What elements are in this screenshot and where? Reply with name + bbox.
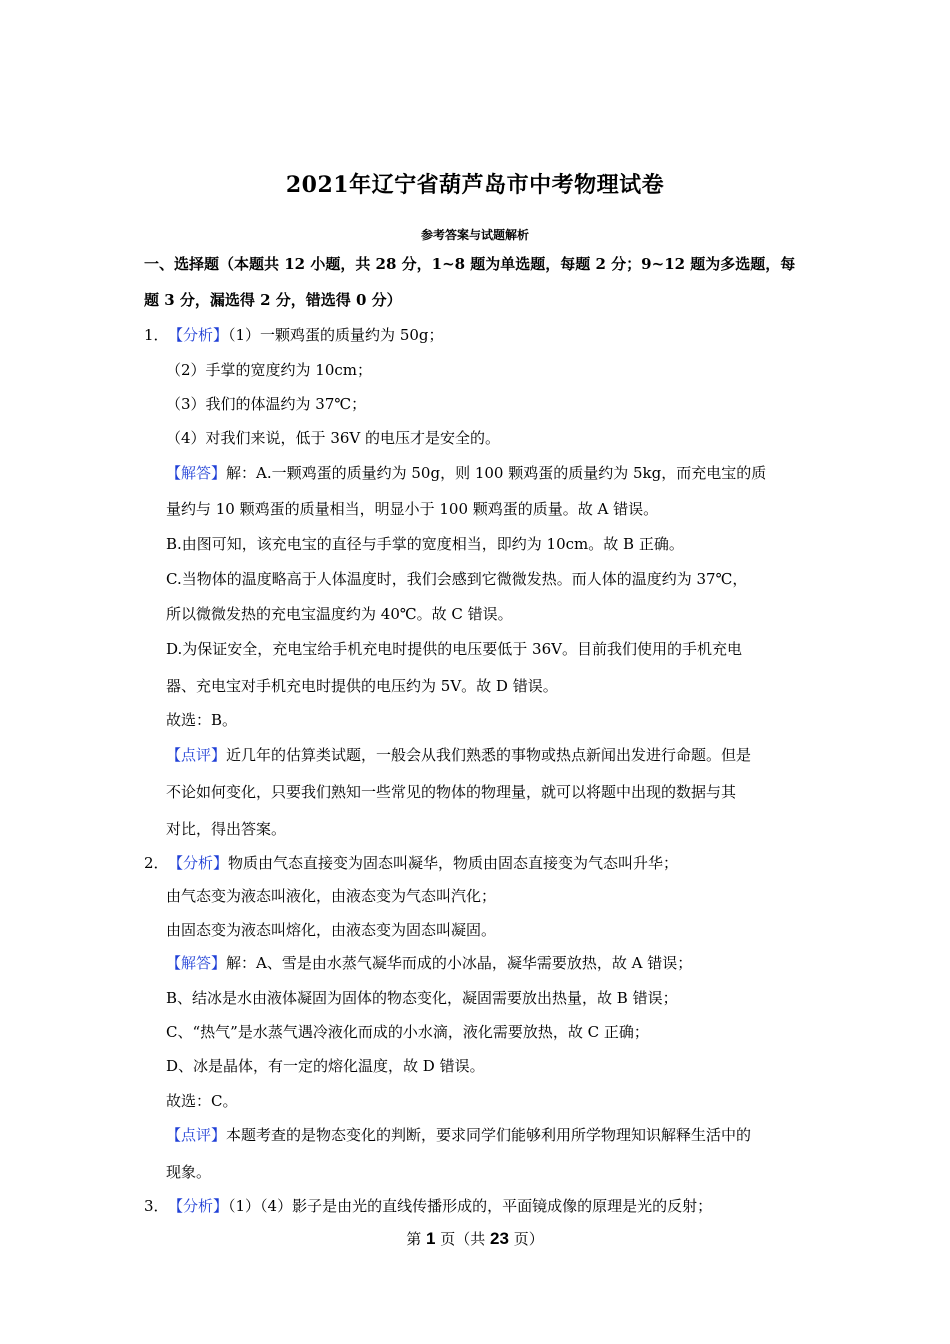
q2-comment-text-1: 本题考查的是物态变化的判断，要求同学们能够利用所学物理知识解释生活中的 — [226, 1126, 752, 1144]
q1-analysis-text-1: （1）一颗鸡蛋的质量约为 50g； — [228, 326, 444, 344]
q1-solution-text-1: 解：A.一颗鸡蛋的质量约为 50g，则 100 颗鸡蛋的质量约为 5kg，而充电宝的质 — [226, 464, 767, 482]
q2-solution-line-4: D、冰是晶体，有一定的熔化温度，故 D 错误。 — [166, 1057, 485, 1075]
q2-number: 2． — [144, 854, 169, 872]
q1-solution-line-3: B.由图可知，该充电宝的直径与手掌的宽度相当，即约为 10cm。故 B 正确。 — [166, 535, 684, 553]
section-heading-line-2: 题 3 分，漏选得 2 分，错选得 0 分） — [144, 291, 402, 309]
answer-tag: 【解答】 — [166, 954, 227, 972]
analysis-tag: 【分析】 — [168, 854, 229, 872]
q2-comment-line-2: 现象。 — [166, 1163, 212, 1181]
q2-solution-line-2: B、结冰是水由液体凝固为固体的物态变化，凝固需要放出热量，故 B 错误； — [166, 989, 678, 1007]
comment-tag: 【点评】 — [166, 1126, 227, 1144]
q1-solution-line-7: 器、充电宝对手机充电时提供的电压约为 5V。故 D 错误。 — [166, 677, 558, 695]
footer-page-number: 1 — [426, 1229, 436, 1248]
q1-number: 1． — [144, 326, 169, 344]
answer-tag: 【解答】 — [166, 464, 227, 482]
q1-solution-line-8: 故选：B。 — [166, 711, 238, 729]
q1-analysis-line-4: （4）对我们来说，低于 36V 的电压才是安全的。 — [166, 429, 501, 447]
q2-analysis-line-1 — [144, 853, 678, 873]
document-subtitle: 参考答案与试题解析 — [420, 228, 529, 242]
q1-solution-line-6: D.为保证安全，充电宝给手机充电时提供的电压要低于 36V。目前我们使用的手机充电 — [166, 640, 742, 658]
document-title: 2021年辽宁省葫芦岛市中考物理试卷 — [285, 172, 665, 198]
q3-analysis-line-1 — [144, 1196, 712, 1216]
q1-comment-line-1 — [166, 745, 751, 765]
q2-solution-line-5: 故选：C。 — [166, 1092, 238, 1110]
q2-analysis-line-2: 由气态变为液态叫液化，由液态变为气态叫汽化； — [166, 887, 497, 905]
q1-solution-line-2: 量约与 10 颗鸡蛋的质量相当，明显小于 100 颗鸡蛋的质量。故 A 错误。 — [166, 500, 659, 518]
analysis-tag: 【分析】 — [168, 1197, 229, 1215]
q1-solution-line-1 — [166, 463, 766, 483]
analysis-tag: 【分析】 — [168, 326, 229, 344]
q1-comment-line-3: 对比，得出答案。 — [166, 820, 287, 838]
footer-suffix: 页） — [508, 1230, 544, 1248]
footer-middle: 页（共 — [435, 1230, 491, 1248]
comment-tag: 【点评】 — [166, 746, 227, 764]
q1-comment-line-2: 不论如何变化，只要我们熟知一些常见的物体的物理量，就可以将题中出现的数据与其 — [166, 783, 737, 801]
footer-prefix: 第 — [406, 1230, 427, 1248]
page-footer — [0, 1228, 950, 1249]
q1-analysis-line-2: （2）手掌的宽度约为 10cm； — [166, 361, 373, 379]
q1-analysis-line-3: （3）我们的体温约为 37℃； — [166, 395, 367, 413]
q3-analysis-text-1: （1）（4）影子是由光的直线传播形成的，平面镜成像的原理是光的反射； — [228, 1197, 713, 1215]
q2-solution-line-1 — [166, 953, 692, 973]
q1-solution-line-4: C.当物体的温度略高于人体温度时，我们会感到它微微发热。而人体的温度约为 37℃， — [166, 570, 748, 588]
q3-number: 3． — [144, 1197, 169, 1215]
section-heading-line-1: 一、选择题（本题共 12 小题，共 28 分，1~8 题为单选题，每题 2 分；9~12 题为多选题，每 — [144, 255, 796, 273]
q1-analysis-line-1 — [144, 325, 444, 345]
q1-solution-line-5: 所以微微发热的充电宝温度约为 40℃。故 C 错误。 — [166, 605, 513, 623]
footer-total-pages: 23 — [490, 1229, 509, 1248]
q2-analysis-text-1: 物质由气态直接变为固态叫凝华，物质由固态直接变为气态叫升华； — [228, 854, 679, 872]
q2-analysis-line-3: 由固态变为液态叫熔化，由液态变为固态叫凝固。 — [166, 921, 497, 939]
q1-comment-text-1: 近几年的估算类试题，一般会从我们熟悉的事物或热点新闻出发进行命题。但是 — [226, 746, 752, 764]
q2-solution-line-3: C、“热气”是水蒸气遇冷液化而成的小水滴，液化需要放热，故 C 正确； — [166, 1023, 649, 1041]
q2-comment-line-1 — [166, 1125, 751, 1145]
q2-solution-text-1: 解：A、雪是由水蒸气凝华而成的小冰晶，凝华需要放热，故 A 错误； — [226, 954, 693, 972]
